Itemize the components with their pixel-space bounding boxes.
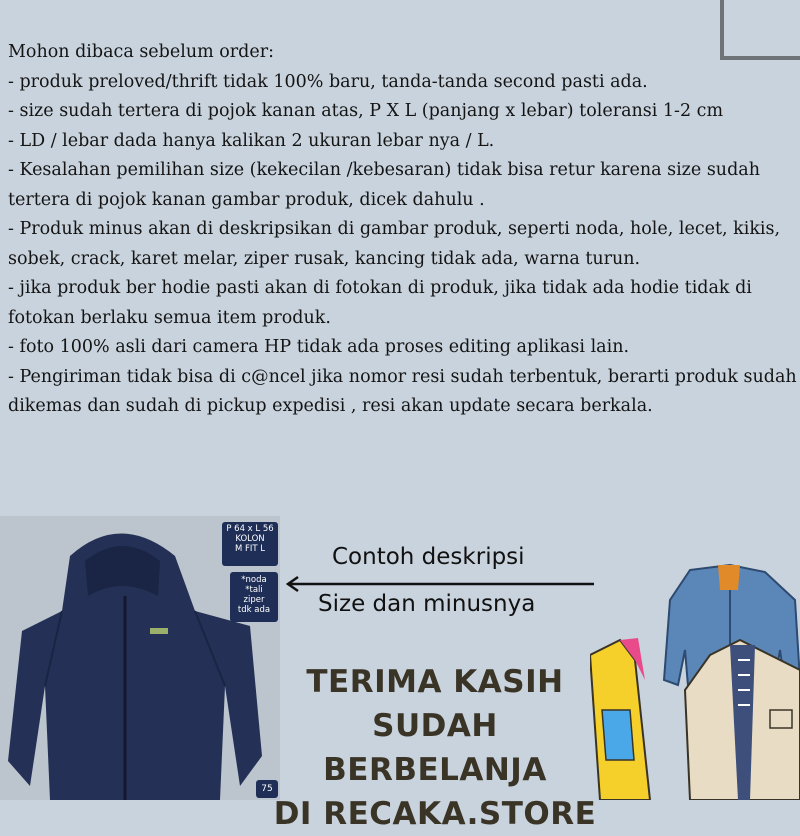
example-subtitle: Size dan minusnya xyxy=(318,591,536,617)
product-number-badge: 75 xyxy=(256,780,278,798)
minus-line: *tali xyxy=(245,585,263,595)
notice-line: - foto 100% asli dari camera HP tidak ada proses editing aplikasi lain. xyxy=(8,337,630,357)
minus-line: tdk ada xyxy=(237,605,271,615)
thanks-message xyxy=(270,660,600,836)
thanks-line: TERIMA KASIH xyxy=(306,664,564,700)
notice-line: - Produk minus akan di deskripsikan di gambar produk, seperti noda, hole, lecet, kikis, sobek, crack, karet melar, ziper rusak, kancing tidak ada, warna turun. xyxy=(8,219,781,269)
size-line: KOLON xyxy=(235,534,265,544)
notice-line: - produk preloved/thrift tidak 100% baru, tanda-tanda second pasti ada. xyxy=(8,71,648,92)
notice-text xyxy=(8,38,798,422)
notice-line: - jika produk ber hodie pasti akan di fotokan di produk, jika tidak ada hodie tidak di fotokan berlaku semua item produk. xyxy=(8,278,752,328)
thanks-line: DI RECAKA.STORE xyxy=(273,796,597,832)
notice-line: - size sudah tertera di pojok kanan atas, P X L (panjang x lebar) toleransi 1-2 cm xyxy=(8,101,724,121)
size-line: M FIT L xyxy=(234,544,266,554)
minus-line: ziper xyxy=(243,595,265,605)
size-badge xyxy=(222,522,278,566)
thanks-line: SUDAH BERBELANJA xyxy=(323,708,547,788)
minus-badge xyxy=(230,572,278,622)
size-line: P 64 x L 56 xyxy=(226,524,274,534)
notice-line: - Kesalahan pemilihan size (kekecilan /kebesaran) tidak bisa retur karena size sudah tertera di pojok kanan gambar produk, dicek dahulu . xyxy=(8,160,760,210)
clothes-illustration xyxy=(590,560,800,800)
notice-line: - LD / lebar dada hanya kalikan 2 ukuran lebar nya / L. xyxy=(8,130,495,151)
notice-line: - Pengiriman tidak bisa di c@ncel jika nomor resi sudah terbentuk, berarti produk sudah dikemas dan sudah di pickup expedisi , resi akan update secara berkala. xyxy=(8,366,797,416)
example-title: Contoh deskripsi xyxy=(332,544,525,570)
minus-line: *noda xyxy=(241,575,267,585)
notice-heading: Mohon dibaca sebelum order: xyxy=(8,42,274,62)
